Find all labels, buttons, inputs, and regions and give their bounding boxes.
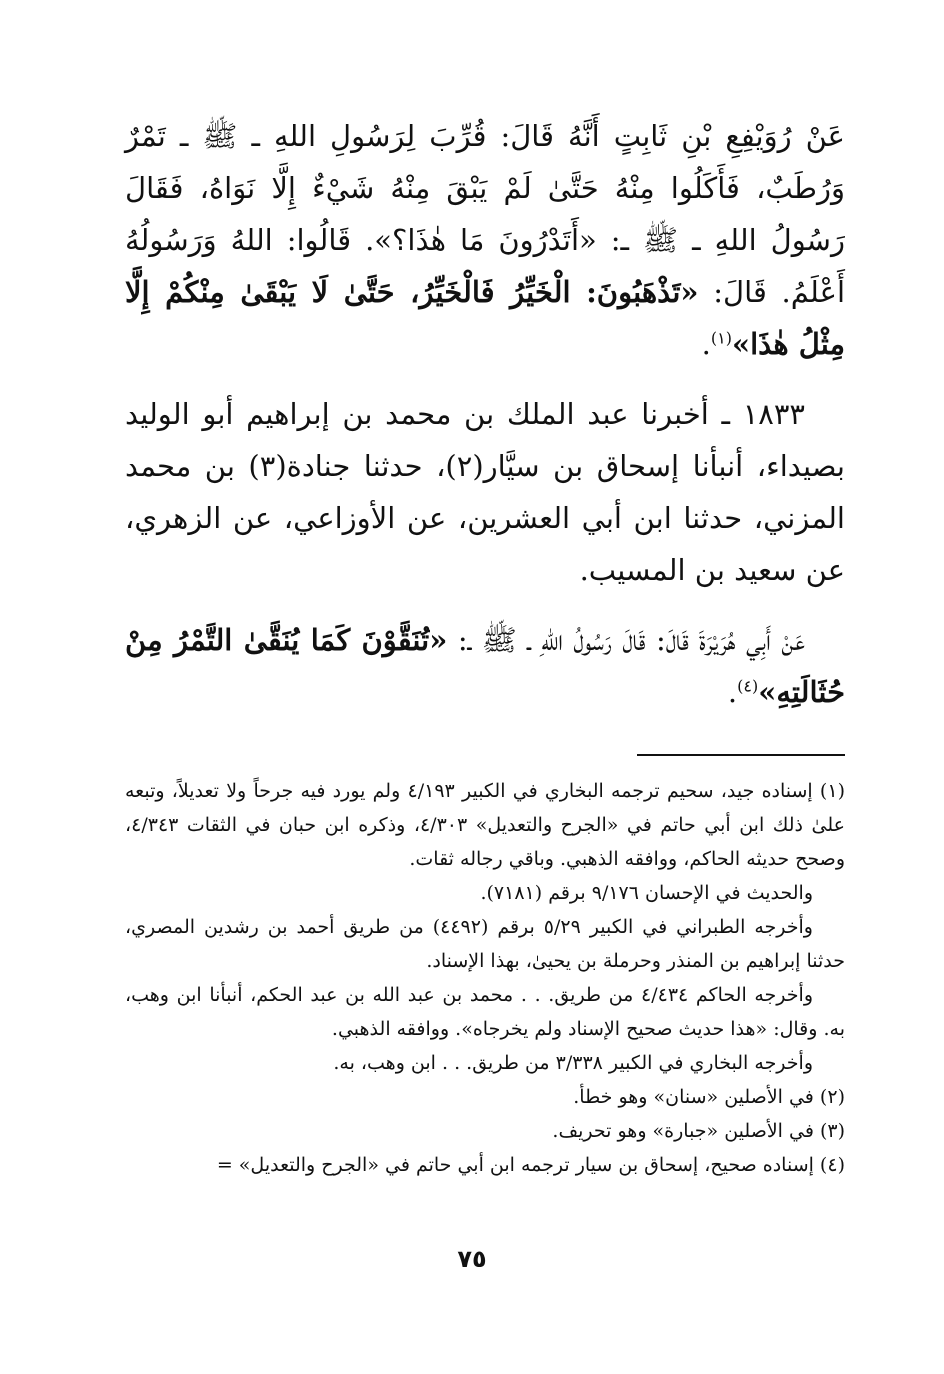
- footnote-1-tabarani: وأخرجه الطبراني في الكبير ٥/٢٩ برقم (٤٤٩٢) من طريق أحمد بن رشدين المصري، حدثنا إبراهيم بن المنذر وحرملة بن يحيىٰ، بهذا الإسناد.: [125, 916, 845, 972]
- hadith-1-end: .: [701, 327, 711, 361]
- page-body: [125, 110, 845, 1182]
- footnote-2: (٢) في الأصلين «سنان» وهو خطأ.: [573, 1086, 845, 1108]
- hadith-paragraph-2: [125, 614, 845, 718]
- isnad-paragraph: ١٨٣٣ ـ أخبرنا عبد الملك بن محمد بن إبراهيم أبو الوليد بصيداء، أنبأنا إسحاق بن سيَّار(٢)، حدثنا جنادة(٣) بن محمد المزني، حدثنا ابن أبي العشرين، عن الأوزاعي، عن الزهري، عن سعيد بن المسيب.: [125, 397, 845, 587]
- page-number: ٧٥: [457, 1245, 487, 1273]
- hadith-1-text: عَنْ رُوَيْفِعِ بْنِ ثَابِتٍ أَنَّهُ قَالَ: قُرِّبَ لِرَسُولِ اللهِ ـ ﷺ ـ تَمْرٌ وَرُطَبٌ، فَأَكَلُوا مِنْهُ حَتَّىٰ لَمْ يَبْقَ مِنْهُ شَيْءٌ إِلَّا نَوَاهُ، فَقَالَ رَسُولُ اللهِ ـ ﷺ ـ: «أَتَدْرُونَ مَا هٰذَا؟». قَالُوا: اللهُ وَرَسُولُهُ أَعْلَمُ. قَالَ:: [125, 119, 845, 309]
- hadith-2-quote: «تُنَقَّوْنَ كَمَا يُنَقَّىٰ التَّمْرُ مِنْ حُثَالَتِهِ»: [125, 623, 845, 709]
- footnote-4: (٤) إسناده صحيح، إسحاق بن سيار ترجمه ابن أبي حاتم في «الجرح والتعديل» =: [216, 1154, 845, 1176]
- footnote-divider: [637, 754, 845, 756]
- hadith-2-text: عَنْ أَبِي هُرَيْرَةَ قَالَ: قَالَ رَسُولُ اللهِ ـ ﷺ ـ:: [457, 623, 805, 657]
- footnote-1-ihsan: والحديث في الإحسان ٩/١٧٦ برقم (٧١٨١).: [480, 882, 813, 904]
- hadith-1-quote: «تَذْهَبُونَ: الْخَيِّرُ فَالْخَيِّرُ، حَتَّىٰ لَا يَبْقَىٰ مِنْكُمْ إِلَّا مِثْلُ هٰذَا»: [125, 275, 845, 361]
- footnote-1-bukhari: وأخرجه البخاري في الكبير ٣/٣٣٨ من طريق. . . ابن وهب، به.: [333, 1052, 813, 1074]
- footnote-marker-1[interactable]: (١): [710, 328, 732, 348]
- footnote-marker-4[interactable]: (٤): [737, 676, 759, 696]
- footnote-1-hakim: وأخرجه الحاكم ٤/٤٣٤ من طريق. . . محمد بن عبد الله بن عبد الحكم، أنبأنا ابن وهب، به. وقال: «هذا حديث صحيح الإسناد ولم يخرجاه». ووافقه الذهبي.: [125, 984, 845, 1040]
- hadith-paragraph-1: [125, 110, 845, 370]
- footnote-1: (١) إسناده جيد، سحيم ترجمه البخاري في الكبير ٤/١٩٣ ولم يورد فيه جرحاً ولا تعديلاً، وتبعه علىٰ ذلك ابن أبي حاتم في «الجرح والتعديل» ٤/٣٠٣، وذكره ابن حبان في الثقات ٤/٣٤٣، وصحح حديثه الحاكم، ووافقه الذهبي. وباقي رجاله ثقات.: [125, 780, 845, 870]
- hadith-2-end: .: [727, 675, 738, 709]
- footnote-3: (٣) في الأصلين «جبارة» وهو تحريف.: [552, 1120, 845, 1142]
